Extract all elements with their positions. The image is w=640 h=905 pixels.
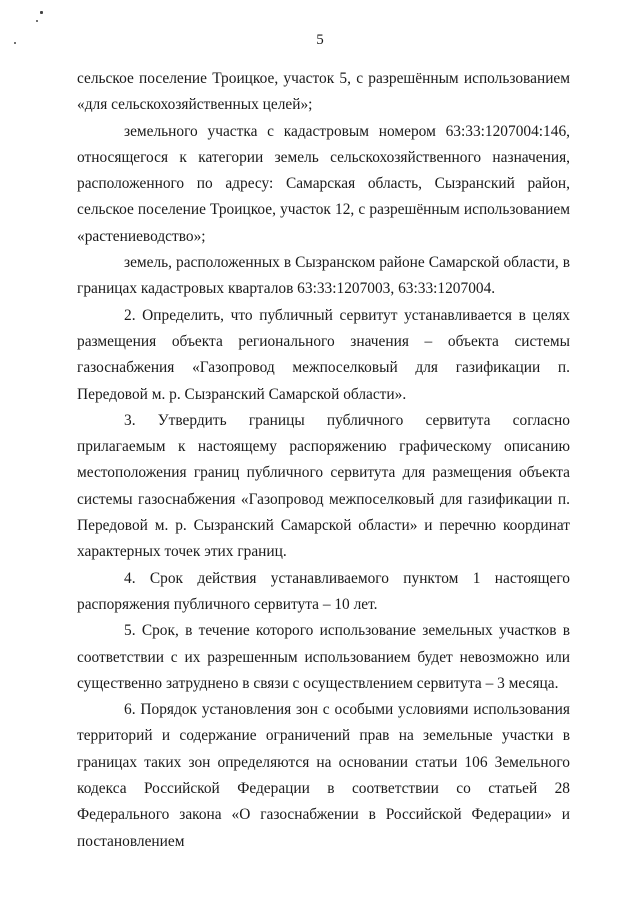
paragraph: 2. Определить, что публичный сервитут устанавливается в целях размещения объекта регионального значения – объекта системы газоснабжения «Газопровод межпоселковый для газификации п. Передовой м. р. Сызранский Самарской области». xyxy=(77,306,570,403)
paragraph: сельское поселение Троицкое, участок 5, с разрешённым использованием «для сельскохозяйственных целей»; xyxy=(77,70,570,114)
paragraph: земельного участка с кадастровым номером 63:33:1207004:146, относящегося к категории земель сельскохозяйственного назначения, расположенного по адресу: Самарская область, Сызранский район, сельское поселение Троицкое, участок 12, с разрешённым использованием «растениеводство»; xyxy=(77,122,570,245)
document-body xyxy=(77,66,570,855)
page-number: 5 xyxy=(316,32,324,48)
scan-mark xyxy=(36,20,38,22)
paragraph: 4. Срок действия устанавливаемого пунктом 1 настоящего распоряжения публичного сервитута – 10 лет. xyxy=(77,569,570,613)
paragraph: 3. Утвердить границы публичного сервитута согласно прилагаемым к настоящему распоряжению графическому описанию местоположения границ публичного сервитута для размещения объекта системы газоснабжения «Газопровод межпоселковый для газификации п. Передовой м. р. Сызранский Самарской области» и перечню координат характерных точек этих границ. xyxy=(77,411,570,561)
paragraph: земель, расположенных в Сызранском районе Самарской области, в границах кадастровых кварталов 63:33:1207003, 63:33:1207004. xyxy=(77,254,570,298)
scan-mark xyxy=(40,11,43,14)
paragraph: 6. Порядок установления зон с особыми условиями использования территорий и содержание ограничений прав на земельные участки в границах таких зон определяются на основании статьи 106 Земельного кодекса Российской Федерации в соответствии со статьей 28 Федерального закона «О газоснабжении в Российской Федерации» и постановлением xyxy=(77,701,570,850)
paragraph: 5. Срок, в течение которого использование земельных участков в соответствии с их разрешенным использованием будет невозможно или существенно затруднено в связи с осуществлением сервитута – 3 месяца. xyxy=(77,622,570,692)
